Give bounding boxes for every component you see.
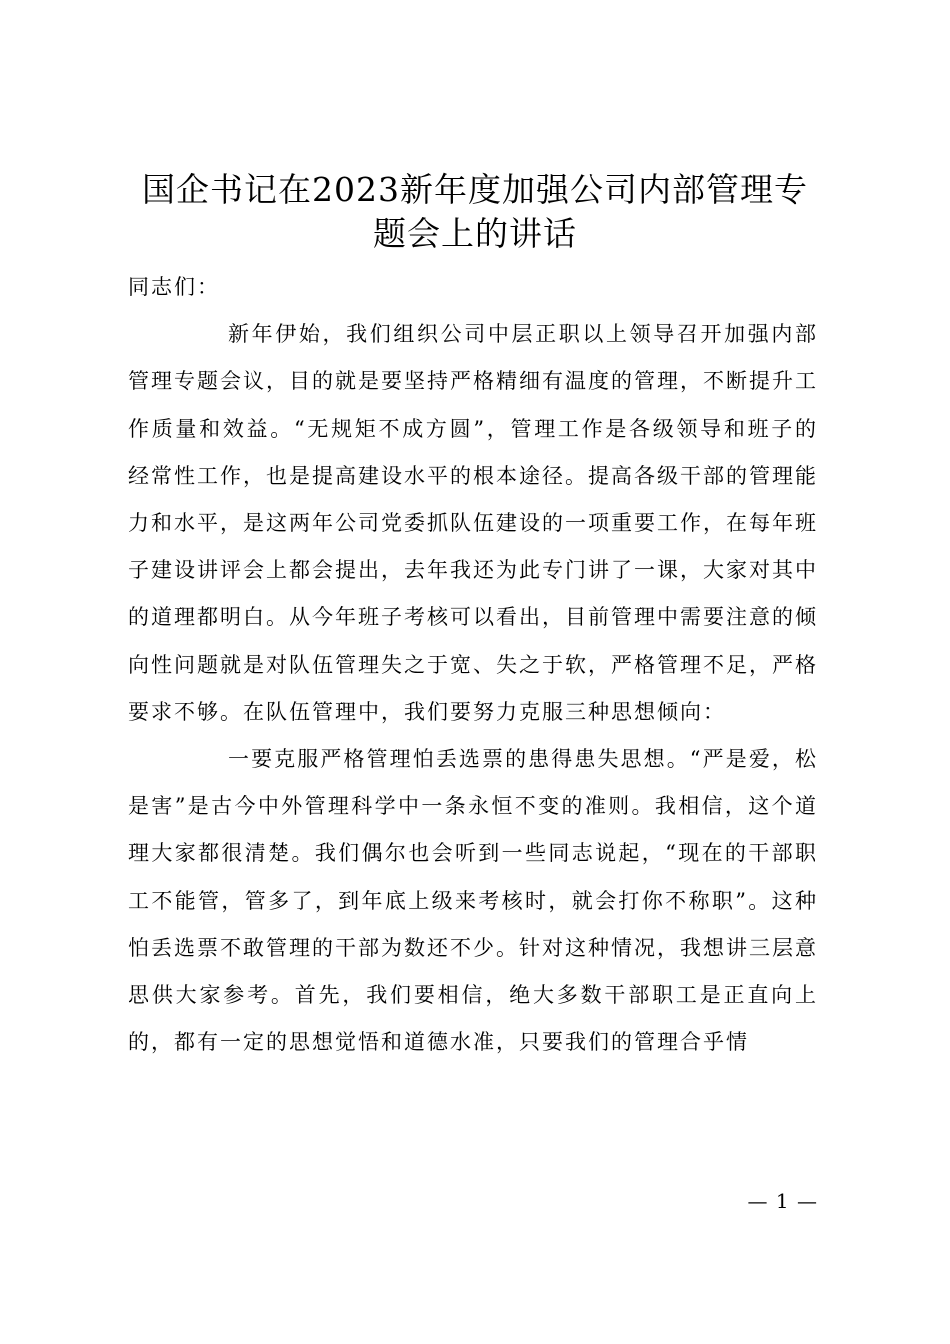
paragraph-2: 一要克服严格管理怕丢选票的患得患失思想。“严是爱，松是害”是古今中外管理科学中一条永恒不变的准则。我相信，这个道理大家都很清楚。我们偶尔也会听到一些同志说起，“现在的干部职工不能管，管多了，到年底上级来考核时，就会打你不称职”。这种怕丢选票不敢管理的干部为数还不少。针对这种情况，我想讲三层意思供大家参考。首先，我们要相信，绝大多数干部职工是正直向上的，都有一定的思想觉悟和道德水准，只要我们的管理合乎情 — [128, 747, 818, 1055]
document-title — [128, 168, 822, 256]
document-body — [128, 264, 818, 1066]
paragraph-1: 新年伊始，我们组织公司中层正职以上领导召开加强内部管理专题会议，目的就是要坚持严格精细有温度的管理，不断提升工作质量和效益。“无规矩不成方圆”，管理工作是各级领导和班子的经常性工作，也是提高建设水平的根本途径。提高各级干部的管理能力和水平，是这两年公司党委抓队伍建设的一项重要工作，在每年班子建设讲评会上都会提出，去年我还为此专门讲了一课，大家对其中的道理都明白。从今年班子考核可以看出，目前管理中需要注意的倾向性问题就是对队伍管理失之于宽、失之于软，严格管理不足，严格要求不够。在队伍管理中，我们要努力克服三种思想倾向： — [128, 322, 818, 724]
title-line-2: 题会上的讲话 — [373, 214, 577, 253]
page-number: — 1 — — [747, 1189, 818, 1213]
salutation: 同志们： — [128, 275, 220, 299]
title-line-1: 国企书记在2023新年度加强公司内部管理专 — [142, 170, 808, 209]
